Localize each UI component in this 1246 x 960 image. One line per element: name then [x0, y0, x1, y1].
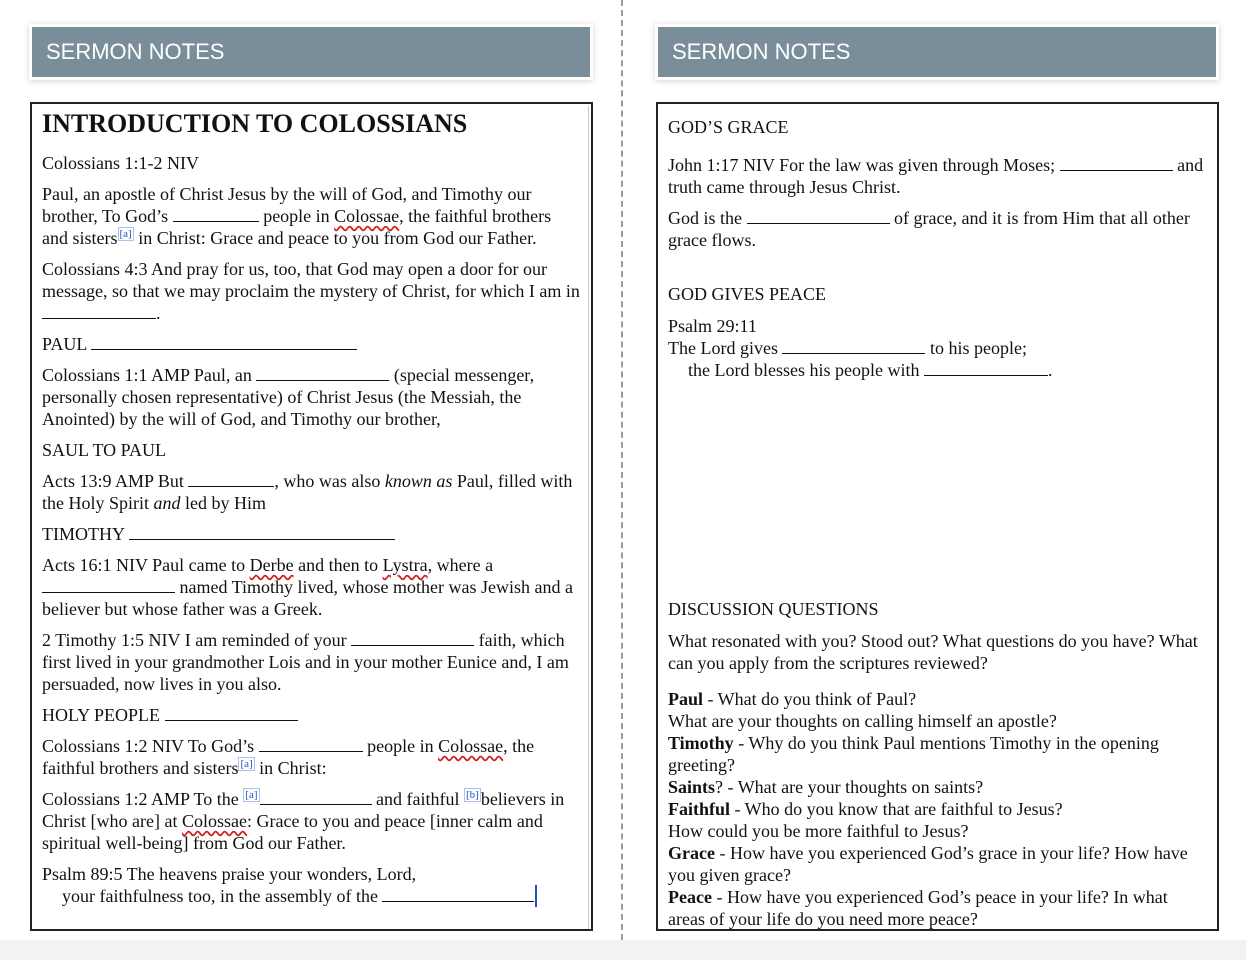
discussion-question: Paul - What do you think of Paul?: [668, 689, 917, 709]
fill-in-blank[interactable]: [42, 577, 175, 593]
fill-in-blank[interactable]: [382, 886, 534, 902]
footnote-link[interactable]: [a]: [245, 789, 258, 801]
fill-in-blank[interactable]: [924, 360, 1048, 376]
discussion-intro: What resonated with you? Stood out? What questions do you have? What can you apply from the scriptures reviewed?: [668, 631, 1198, 673]
discussion-question: Saints? - What are your thoughts on saints?: [668, 777, 984, 797]
scripture-paragraph: John 1:17 NIV For the law was given through Moses; and truth came through Jesus Christ.: [668, 155, 1204, 197]
section-label: SAUL TO PAUL: [42, 440, 167, 460]
scripture-ref: Psalm 29:11: [668, 316, 757, 336]
fill-in-blank[interactable]: [173, 206, 259, 222]
scripture-paragraph: Acts 13:9 AMP But , who was also known as Paul, filled with the Holy Spirit and led by Him: [42, 471, 573, 513]
section-label: TIMOTHY: [42, 523, 581, 545]
discussion-question: Peace - How have you experienced God’s peace in your life? In what areas of your life do you need more peace?: [668, 887, 1168, 929]
section-label: PAUL: [42, 333, 581, 355]
section-heading: GOD’S GRACE: [668, 117, 789, 137]
scripture-paragraph: Psalm 89:5 The heavens praise your wonders, Lord, your faithfulness too, in the assembly of the: [42, 863, 581, 907]
scripture-paragraph: Paul, an apostle of Christ Jesus by the will of God, and Timothy our brother, To God’s people in Colossae, the faithful brothers and sisters [a] in Christ: Grace and peace to you from God our Father.: [42, 184, 552, 248]
fill-in-blank[interactable]: [260, 789, 372, 805]
scripture-ref: Colossians 1:1-2 NIV: [42, 153, 199, 173]
spellcheck-word: Colossae: [181, 811, 247, 831]
window-bottom-strip: [0, 940, 1246, 960]
fill-in-blank[interactable]: [165, 705, 298, 721]
notes-panel-right[interactable]: [656, 102, 1219, 931]
footnote-link[interactable]: [a]: [240, 758, 253, 770]
scripture-line: the Lord blesses his people with .: [688, 360, 1053, 380]
document-title: INTRODUCTION TO COLOSSIANS: [42, 109, 468, 138]
scripture-paragraph: Colossians 1:1 AMP Paul, an (special messenger, personally chosen representative) of Christ Jesus (the Messiah, the Anointed) by the will of God, and Timothy our brother,: [42, 365, 535, 429]
text-cursor: [535, 885, 537, 907]
spellcheck-word: Derbe: [249, 555, 294, 575]
fill-in-blank[interactable]: [782, 338, 925, 354]
discussion-question: How could you be more faithful to Jesus?: [668, 821, 969, 841]
page-divider: [621, 0, 623, 960]
fill-in-blank[interactable]: [91, 334, 357, 350]
scripture-paragraph: Colossians 1:2 NIV To God’s people in Colossae, the faithful brothers and sisters [a] in Christ:: [42, 736, 535, 778]
fill-in-blank[interactable]: [747, 208, 890, 224]
fill-in-blank[interactable]: [42, 303, 156, 319]
scripture-paragraph: 2 Timothy 1:5 NIV I am reminded of your faith, which first lived in your grandmother Lois and in your mother Eunice and, I am persuaded, now lives in you also.: [42, 630, 569, 694]
spellcheck-word: Colossae: [334, 206, 400, 226]
notes-panel-left[interactable]: [30, 102, 593, 931]
discussion-question: Timothy - Why do you think Paul mentions Timothy in the opening greeting?: [668, 733, 1159, 775]
section-heading: DISCUSSION QUESTIONS: [668, 599, 879, 619]
fill-in-blank[interactable]: [188, 471, 274, 487]
section-label: HOLY PEOPLE: [42, 704, 581, 726]
scripture-paragraph: Colossians 1:2 AMP To the [a] and faithful [b] believers in Christ [who are] at Colossae: Grace to you and peace [inner calm and spiritual well-being] from God our Father.: [42, 789, 565, 853]
fill-in-blank[interactable]: [256, 365, 389, 381]
discussion-question: What are your thoughts on calling himself an apostle?: [668, 711, 1057, 731]
discussion-question: Faithful - Who do you know that are faithful to Jesus?: [668, 799, 1063, 819]
spellcheck-word: Lystra: [382, 555, 428, 575]
header-sermon-notes-left: SERMON NOTES: [32, 27, 590, 77]
fill-in-blank[interactable]: [1060, 155, 1173, 171]
scripture-paragraph: Acts 16:1 NIV Paul came to Derbe and then to Lystra, where a named Timothy lived, whose mother was Jewish and a believer but whose father was a Greek.: [42, 555, 573, 619]
fill-in-blank[interactable]: [259, 736, 363, 752]
footnote-link[interactable]: [a]: [119, 228, 132, 240]
discussion-question-list: [668, 688, 1207, 930]
discussion-question: Grace - How have you experienced God’s grace in your life? How have you given grace?: [668, 843, 1188, 885]
header-sermon-notes-right: SERMON NOTES: [658, 27, 1216, 77]
section-heading: GOD GIVES PEACE: [668, 284, 827, 304]
fill-in-blank[interactable]: [351, 630, 474, 646]
scripture-line: The Lord gives to his people;: [668, 338, 1027, 358]
fill-in-blank[interactable]: [129, 524, 395, 540]
spellcheck-word: Colossae: [438, 736, 504, 756]
footnote-link[interactable]: [b]: [465, 789, 479, 801]
scripture-paragraph: God is the of grace, and it is from Him that all other grace flows.: [668, 208, 1190, 250]
scripture-paragraph: Colossians 4:3 And pray for us, too, that God may open a door for our message, so that we may proclaim the mystery of Christ, for which I am in .: [42, 259, 580, 323]
